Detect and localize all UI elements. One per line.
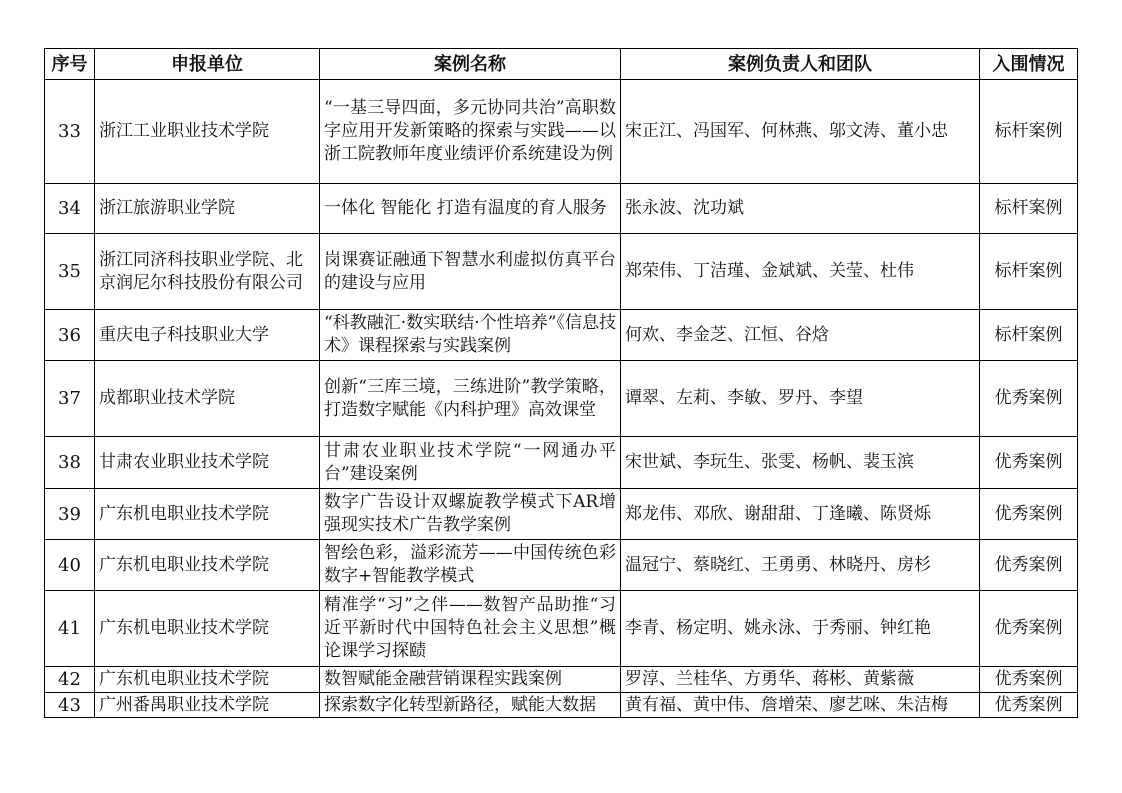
row-num: 36 (45, 310, 95, 361)
row-status: 标杆案例 (980, 184, 1078, 234)
row-status: 优秀案例 (980, 489, 1078, 540)
row-num: 35 (45, 234, 95, 310)
row-case-name: “科教融汇·数实联结·个性培养”《信息技术》课程探索与实践案例 (320, 310, 621, 361)
row-num: 40 (45, 540, 95, 591)
case-table (44, 48, 1078, 718)
row-status: 优秀案例 (980, 437, 1078, 489)
row-unit: 重庆电子科技职业大学 (95, 310, 320, 361)
table-row (45, 667, 1078, 693)
row-team: 黄有福、黄中伟、詹增荣、廖艺咪、朱洁梅 (621, 693, 980, 718)
table-row (45, 184, 1078, 234)
row-num: 34 (45, 184, 95, 234)
row-unit: 浙江工业职业技术学院 (95, 80, 320, 184)
row-team: 何欢、李金芝、江恒、谷焓 (621, 310, 980, 361)
row-team: 罗淳、兰桂华、方勇华、蒋彬、黄紫薇 (621, 667, 980, 693)
row-case-name: 智绘色彩，溢彩流芳——中国传统色彩数字+智能教学模式 (320, 540, 621, 591)
row-case-name: 数智赋能金融营销课程实践案例 (320, 667, 621, 693)
header-team: 案例负责人和团队 (621, 49, 980, 80)
table-row (45, 591, 1078, 667)
header-unit: 申报单位 (95, 49, 320, 80)
row-team: 李青、杨定明、姚永泳、于秀丽、钟红艳 (621, 591, 980, 667)
table-row (45, 310, 1078, 361)
row-status: 优秀案例 (980, 667, 1078, 693)
row-num: 41 (45, 591, 95, 667)
row-num: 43 (45, 693, 95, 718)
row-team: 张永波、沈功斌 (621, 184, 980, 234)
row-case-name: 创新“三库三境，三练进阶”教学策略，打造数字赋能《内科护理》高效课堂 (320, 361, 621, 437)
row-status: 标杆案例 (980, 80, 1078, 184)
row-num: 42 (45, 667, 95, 693)
row-team: 温冠宁、蔡晓红、王勇勇、林晓丹、房杉 (621, 540, 980, 591)
row-case-name: 岗课赛证融通下智慧水利虚拟仿真平台的建设与应用 (320, 234, 621, 310)
row-case-name: 甘肃农业职业技术学院“一网通办平台”建设案例 (320, 437, 621, 489)
row-team: 宋正江、冯国军、何林燕、邬文涛、董小忠 (621, 80, 980, 184)
row-case-name: “一基三导四面，多元协同共治”高职数字应用开发新策略的探索与实践——以浙工院教师年度业绩评价系统建设为例 (320, 80, 621, 184)
row-num: 38 (45, 437, 95, 489)
header-name: 案例名称 (320, 49, 621, 80)
row-team: 郑龙伟、邓欣、谢甜甜、丁逢曦、陈贤烁 (621, 489, 980, 540)
row-status: 优秀案例 (980, 591, 1078, 667)
row-unit: 浙江旅游职业学院 (95, 184, 320, 234)
row-status: 优秀案例 (980, 540, 1078, 591)
row-unit: 广东机电职业技术学院 (95, 591, 320, 667)
row-unit: 广州番禺职业技术学院 (95, 693, 320, 718)
table-row (45, 540, 1078, 591)
row-num: 33 (45, 80, 95, 184)
row-unit: 广东机电职业技术学院 (95, 489, 320, 540)
header-status: 入围情况 (980, 49, 1078, 80)
header-num: 序号 (45, 49, 95, 80)
row-team: 郑荣伟、丁洁瑾、金斌斌、关莹、杜伟 (621, 234, 980, 310)
table-row (45, 234, 1078, 310)
row-unit: 广东机电职业技术学院 (95, 667, 320, 693)
row-team: 宋世斌、李玩生、张雯、杨帆、裴玉滨 (621, 437, 980, 489)
row-status: 标杆案例 (980, 310, 1078, 361)
row-unit: 甘肃农业职业技术学院 (95, 437, 320, 489)
table-row (45, 80, 1078, 184)
row-case-name: 数字广告设计双螺旋教学模式下AR增强现实技术广告教学案例 (320, 489, 621, 540)
table-header-row (45, 49, 1078, 80)
row-status: 标杆案例 (980, 234, 1078, 310)
row-num: 39 (45, 489, 95, 540)
row-case-name: 一体化 智能化 打造有温度的育人服务 (320, 184, 621, 234)
row-unit: 浙江同济科技职业学院、北京润尼尔科技股份有限公司 (95, 234, 320, 310)
row-unit: 广东机电职业技术学院 (95, 540, 320, 591)
table-row (45, 693, 1078, 718)
row-case-name: 精准学“习”之伴——数智产品助推“习近平新时代中国特色社会主义思想”概论课学习探赜 (320, 591, 621, 667)
row-num: 37 (45, 361, 95, 437)
row-status: 优秀案例 (980, 693, 1078, 718)
row-team: 谭翠、左莉、李敏、罗丹、李望 (621, 361, 980, 437)
table-row (45, 489, 1078, 540)
table-row (45, 437, 1078, 489)
row-case-name: 探索数字化转型新路径，赋能大数据 (320, 693, 621, 718)
row-status: 优秀案例 (980, 361, 1078, 437)
row-unit: 成都职业技术学院 (95, 361, 320, 437)
table-row (45, 361, 1078, 437)
